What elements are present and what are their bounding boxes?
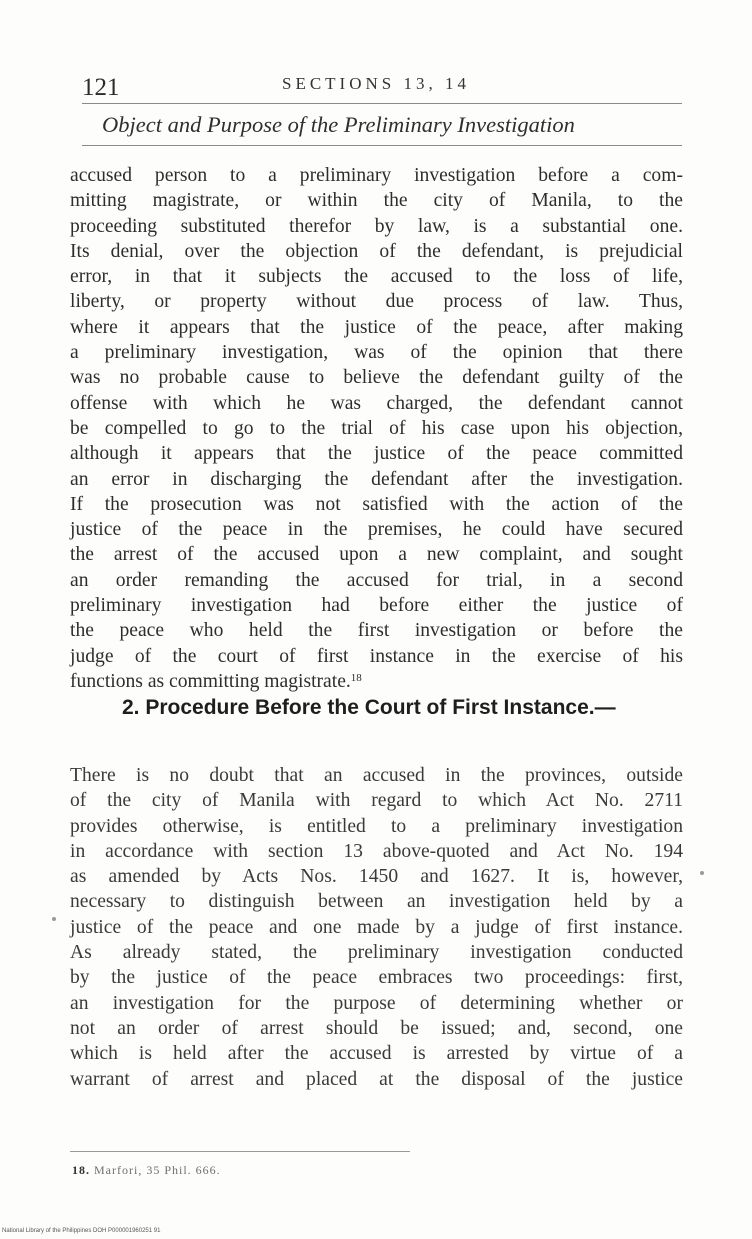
text-line: offense with which he was charged, the defendant cannot (70, 392, 683, 414)
text-line: liberty, or property without due process of law. Thus, (70, 291, 683, 313)
text-line: preliminary investigation had before either the justice of (70, 595, 683, 617)
section-heading: 2. Procedure Before the Court of First Instance.— (122, 696, 616, 720)
text-line: justice of the peace and one made by a judge of first instance. (70, 916, 683, 938)
footnote-number: 18. (72, 1163, 90, 1177)
footnote-reference[interactable]: 18 (350, 671, 362, 684)
text-line: error, in that it subjects the accused to the loss of life, (70, 266, 683, 288)
text-line: an order remanding the accused for trial, in a second (70, 569, 683, 591)
footnote (72, 1163, 221, 1178)
text-line: accused person to a preliminary investigation before a com- (70, 165, 683, 186)
text-line: justice of the peace in the premises, he could have secured (70, 519, 683, 541)
page-number: 121 (82, 74, 120, 101)
text-line: of the city of Manila with regard to which Act No. 2711 (70, 790, 683, 812)
text-line: the peace who held the first investigation or before the (70, 620, 683, 642)
text-line: mitting magistrate, or within the city of Manila, to the (70, 190, 683, 212)
text-line: provides otherwise, is entitled to a preliminary investigation (70, 815, 683, 837)
footnote-rule (70, 1151, 410, 1152)
last-line-text: functions as committing magistrate. (70, 670, 351, 692)
text-line: a preliminary investigation, was of the opinion that there (70, 342, 683, 364)
text-line: where it appears that the justice of the peace, after making (70, 316, 683, 338)
text-line: by the justice of the peace embraces two proceedings: first, (70, 967, 683, 989)
text-line: warrant of arrest and placed at the disposal of the justice (70, 1068, 683, 1090)
section-2-text (70, 763, 683, 1092)
header-rule (82, 103, 682, 104)
text-line: an investigation for the purpose of determining whether or (70, 992, 683, 1014)
footnote-text: Marfori, 35 Phil. 666. (94, 1163, 221, 1177)
text-line: was no probable cause to believe the defendant guilty of the (70, 367, 683, 389)
paragraph-end-line (70, 669, 683, 694)
text-line: in accordance with section 13 above-quoted and Act No. 194 (70, 840, 683, 862)
text-line: which is held after the accused is arrested by virtue of a (70, 1043, 683, 1065)
page-subtitle: Object and Purpose of the Preliminary Investigation (102, 112, 575, 137)
text-line: proceeding substituted therefor by law, is a substantial one. (70, 215, 683, 237)
text-line: the arrest of the accused upon a new complaint, and sought (70, 544, 683, 566)
text-line: As already stated, the preliminary investigation conducted (70, 942, 683, 964)
text-line: There is no doubt that an accused in the provinces, outside (70, 765, 683, 786)
body-text (70, 163, 683, 721)
text-line: be compelled to go to the trial of his case upon his objection, (70, 417, 683, 439)
text-line: an error in discharging the defendant after the investigation. (70, 468, 683, 490)
text-line: as amended by Acts Nos. 1450 and 1627. It is, however, (70, 866, 683, 888)
text-line: If the prosecution was not satisfied with the action of the (70, 493, 683, 515)
text-line: Its denial, over the objection of the defendant, is prejudicial (70, 240, 683, 262)
scan-speck (52, 917, 56, 921)
text-line: not an order of arrest should be issued; and, second, one (70, 1017, 683, 1039)
section-title: SECTIONS 13, 14 (282, 74, 470, 93)
running-header (82, 70, 682, 100)
subtitle-rule (82, 145, 682, 146)
text-line: necessary to distinguish between an investigation held by a (70, 891, 683, 913)
text-line: although it appears that the justice of the peace committed (70, 443, 683, 465)
scan-stamp: National Library of the Philippines DOH P000001960251 91 (2, 1228, 161, 1234)
text-line: judge of the court of first instance in the exercise of his (70, 645, 683, 667)
scan-speck (700, 871, 704, 875)
